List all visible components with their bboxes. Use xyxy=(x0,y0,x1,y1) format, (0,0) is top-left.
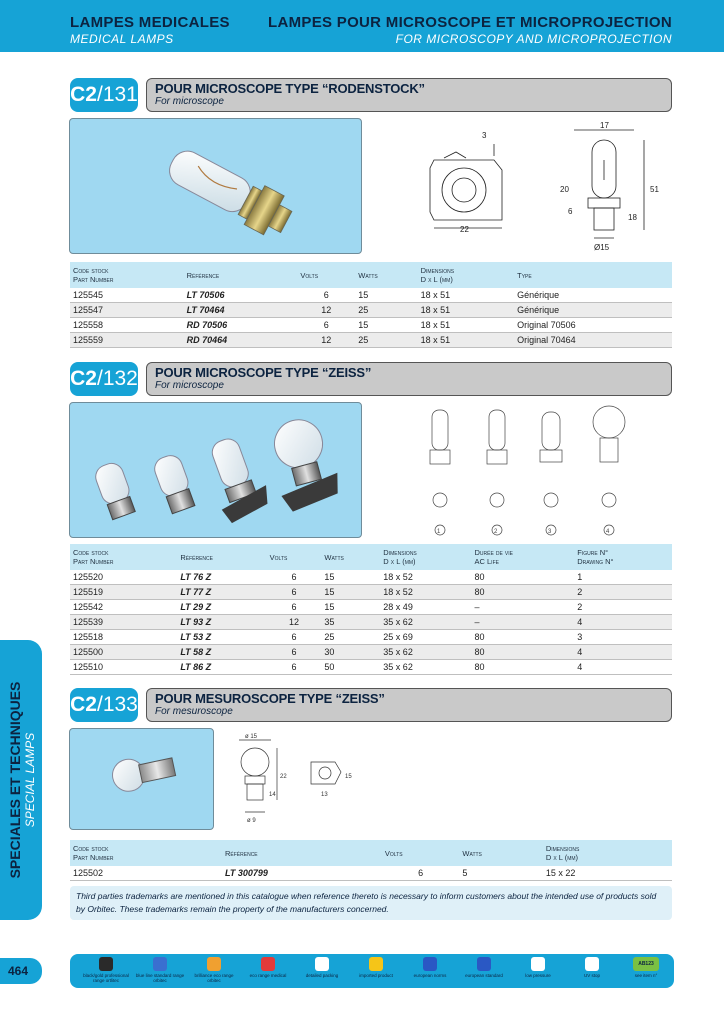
table-cell: Générique xyxy=(514,303,672,318)
column-header: Type xyxy=(514,262,672,288)
table-cell: 5 xyxy=(459,866,542,881)
column-header: Durée de vie AC Life xyxy=(472,544,575,570)
table-cell: – xyxy=(472,615,575,630)
table-cell: 15 xyxy=(355,318,417,333)
side-tab-title: SPECIALES ET TECHNIQUES xyxy=(7,681,23,879)
column-header: Code stock Part Number xyxy=(70,840,222,866)
table-cell: – xyxy=(472,600,575,615)
table-cell: 6 xyxy=(267,660,322,675)
column-header: Dimensions D x L (mm) xyxy=(543,840,672,866)
table-cell: 25 xyxy=(355,303,417,318)
table-cell: 125545 xyxy=(70,288,184,303)
table-cell: LT 58 Z xyxy=(177,645,266,660)
table-row xyxy=(70,630,672,645)
column-header: Référence xyxy=(177,544,266,570)
table-cell: 125539 xyxy=(70,615,177,630)
table-cell: LT 29 Z xyxy=(177,600,266,615)
table-cell: 3 xyxy=(574,630,672,645)
table-cell: 80 xyxy=(472,630,575,645)
section-title: POUR MESUROSCOPE TYPE “ZEISS” xyxy=(155,691,385,706)
imported-icon xyxy=(369,957,383,971)
section-subtitle: For mesuroscope xyxy=(155,706,233,717)
section-subtitle: For microscope xyxy=(155,380,224,391)
column-header: Référence xyxy=(184,262,298,288)
table-cell: 25 xyxy=(355,333,417,348)
legend-item xyxy=(566,957,618,978)
header-left-subtitle: MEDICAL LAMPS xyxy=(70,32,174,46)
zeiss-lamps-image xyxy=(70,403,362,538)
table-row xyxy=(70,318,672,333)
table-cell: 80 xyxy=(472,645,575,660)
low-pressure-icon xyxy=(531,957,545,971)
section-title-box xyxy=(146,688,672,722)
table-cell: 50 xyxy=(321,660,380,675)
table-cell: Générique xyxy=(514,288,672,303)
table-row xyxy=(70,333,672,348)
table-cell: 125542 xyxy=(70,600,177,615)
legend-bar xyxy=(70,954,674,988)
table-cell: 80 xyxy=(472,660,575,675)
table-cell: 15 xyxy=(321,570,380,585)
svg-text:3: 3 xyxy=(482,131,487,140)
technical-drawing-rodenstock xyxy=(404,120,672,260)
table-cell: 12 xyxy=(267,615,322,630)
table-cell: 125502 xyxy=(70,866,222,881)
legend-item xyxy=(512,957,564,978)
legend-label: brilliance eco range orbitec xyxy=(194,973,234,983)
column-header: Figure N° Drawing N° xyxy=(574,544,672,570)
svg-text:ø 9: ø 9 xyxy=(247,818,256,824)
header-band xyxy=(0,0,724,52)
section-code-badge: C2/131 xyxy=(70,78,138,112)
table-cell: 125519 xyxy=(70,585,177,600)
side-category-tab xyxy=(0,640,42,920)
table-cell: 2 xyxy=(574,600,672,615)
table-cell: 6 xyxy=(267,645,322,660)
table-cell: 125547 xyxy=(70,303,184,318)
section-header-131 xyxy=(70,78,672,112)
table-cell: 6 xyxy=(267,630,322,645)
svg-text:18: 18 xyxy=(628,213,637,222)
svg-text:4: 4 xyxy=(606,529,610,535)
svg-text:2: 2 xyxy=(494,529,498,535)
section-header-132 xyxy=(70,362,672,396)
table-row xyxy=(70,585,672,600)
see-item-icon: AB123 xyxy=(633,957,659,971)
table-cell: 28 x 49 xyxy=(380,600,471,615)
table-cell: LT 70464 xyxy=(184,303,298,318)
technical-drawing-mesuroscope xyxy=(225,732,425,828)
trademark-note: Third parties trademarks are mentioned in this catalogue when reference thereto is necessary to inform customers about the intended use of products sold by Orbitec. These trademarks remain the property of the manufacturers concerned. xyxy=(70,886,672,920)
column-header: Watts xyxy=(321,544,380,570)
table-cell: 6 xyxy=(297,288,355,303)
table-cell: 80 xyxy=(472,585,575,600)
table-cell: 125558 xyxy=(70,318,184,333)
table-cell: 6 xyxy=(297,318,355,333)
header-right-title: LAMPES POUR MICROSCOPE ET MICROPROJECTION xyxy=(268,14,672,31)
table-cell: 125510 xyxy=(70,660,177,675)
legend-label: european standard xyxy=(465,973,503,978)
table-cell: 18 x 52 xyxy=(380,570,471,585)
section-title: POUR MICROSCOPE TYPE “ZEISS” xyxy=(155,365,372,380)
page-number: 464 xyxy=(0,958,42,984)
legend-label: UV stop xyxy=(583,973,600,978)
table-row xyxy=(70,660,672,675)
section-title-box xyxy=(146,362,672,396)
table-cell: 125500 xyxy=(70,645,177,660)
table-cell: 12 xyxy=(297,333,355,348)
table-cell: 35 x 62 xyxy=(380,660,471,675)
column-header: Code stock Part Number xyxy=(70,262,184,288)
column-header: Code stock Part Number xyxy=(70,544,177,570)
svg-text:51: 51 xyxy=(650,185,659,194)
table-cell: LT 93 Z xyxy=(177,615,266,630)
table-row xyxy=(70,866,672,881)
legend-item xyxy=(350,957,402,978)
table-cell: 18 x 52 xyxy=(380,585,471,600)
svg-text:1: 1 xyxy=(437,529,441,535)
table-cell: 15 x 22 xyxy=(543,866,672,881)
table-cell: 6 xyxy=(382,866,460,881)
legend-item xyxy=(80,957,132,983)
column-header: Watts xyxy=(355,262,417,288)
table-cell: LT 53 Z xyxy=(177,630,266,645)
table-cell: 6 xyxy=(267,570,322,585)
table-cell: 2 xyxy=(574,585,672,600)
table-cell: 4 xyxy=(574,645,672,660)
header-right-subtitle: FOR MICROSCOPY AND MICROPROJECTION xyxy=(395,32,672,46)
section-title: POUR MICROSCOPE TYPE “RODENSTOCK” xyxy=(155,81,425,96)
table-row xyxy=(70,615,672,630)
spec-table-133 xyxy=(70,840,672,881)
packing-icon xyxy=(315,957,329,971)
lamp-photo-zeiss xyxy=(69,402,362,538)
table-cell: Original 70506 xyxy=(514,318,672,333)
table-cell: 125518 xyxy=(70,630,177,645)
lamp-photo-rodenstock xyxy=(69,118,362,254)
svg-text:20: 20 xyxy=(560,185,569,194)
legend-item xyxy=(620,957,672,978)
table-cell: 18 x 51 xyxy=(418,288,515,303)
table-cell: 4 xyxy=(574,660,672,675)
table-cell: 35 xyxy=(321,615,380,630)
mesuroscope-lamp-image xyxy=(70,729,214,830)
spec-table-132 xyxy=(70,544,672,675)
legend-label: blue line standard range orbitec xyxy=(135,973,185,983)
legend-item xyxy=(134,957,186,983)
column-header: Volts xyxy=(297,262,355,288)
section-header-133 xyxy=(70,688,672,722)
table-cell: 125559 xyxy=(70,333,184,348)
legend-item xyxy=(242,957,294,978)
table-cell: 125520 xyxy=(70,570,177,585)
table-cell: 80 xyxy=(472,570,575,585)
uv-stop-icon xyxy=(585,957,599,971)
table-row xyxy=(70,288,672,303)
technical-drawing-zeiss xyxy=(404,400,672,540)
svg-text:14: 14 xyxy=(269,792,276,798)
lamp-photo-mesuroscope xyxy=(69,728,214,830)
table-cell: 1 xyxy=(574,570,672,585)
section-code-badge: C2/132 xyxy=(70,362,138,396)
section-subtitle: For microscope xyxy=(155,96,224,107)
table-cell: RD 70464 xyxy=(184,333,298,348)
table-cell: RD 70506 xyxy=(184,318,298,333)
table-cell: Original 70464 xyxy=(514,333,672,348)
table-cell: 25 x 69 xyxy=(380,630,471,645)
table-cell: LT 300799 xyxy=(222,866,382,881)
svg-text:17: 17 xyxy=(600,121,609,130)
legend-item xyxy=(296,957,348,978)
legend-label: detailed packing xyxy=(305,973,339,978)
table-row xyxy=(70,570,672,585)
legend-label: eco range medical xyxy=(249,973,287,978)
table-cell: 25 xyxy=(321,630,380,645)
table-cell: 12 xyxy=(297,303,355,318)
svg-text:22: 22 xyxy=(460,225,469,234)
svg-text:6: 6 xyxy=(568,207,573,216)
svg-text:13: 13 xyxy=(321,792,328,798)
column-header: Watts xyxy=(459,840,542,866)
table-cell: 6 xyxy=(267,585,322,600)
table-cell: 6 xyxy=(267,600,322,615)
column-header: Dimensions D x L (mm) xyxy=(380,544,471,570)
table-cell: 15 xyxy=(355,288,417,303)
section-title-box xyxy=(146,78,672,112)
legend-label: low pressure xyxy=(525,973,551,978)
eco-range-icon xyxy=(261,957,275,971)
svg-text:Ø15: Ø15 xyxy=(594,243,610,252)
rodenstock-lamp-image xyxy=(70,119,362,254)
header-left-title: LAMPES MEDICALES xyxy=(70,14,230,31)
legend-label: european norms xyxy=(413,973,447,978)
table-cell: 18 x 51 xyxy=(418,333,515,348)
table-cell: 35 x 62 xyxy=(380,615,471,630)
blue-line-icon xyxy=(153,957,167,971)
table-row xyxy=(70,645,672,660)
table-cell: 18 x 51 xyxy=(418,303,515,318)
legend-label: black/gold professional range ortlitec xyxy=(83,973,129,983)
svg-text:22: 22 xyxy=(280,774,287,780)
table-cell: 4 xyxy=(574,615,672,630)
table-cell: 15 xyxy=(321,585,380,600)
svg-text:ø 15: ø 15 xyxy=(245,734,258,740)
table-cell: LT 76 Z xyxy=(177,570,266,585)
table-cell: 35 x 62 xyxy=(380,645,471,660)
legend-label: see item n° xyxy=(634,973,658,978)
column-header: Dimensions D x L (mm) xyxy=(418,262,515,288)
table-cell: LT 86 Z xyxy=(177,660,266,675)
svg-text:15: 15 xyxy=(345,774,352,780)
table-cell: 18 x 51 xyxy=(418,318,515,333)
table-cell: LT 77 Z xyxy=(177,585,266,600)
european-standard-icon xyxy=(477,957,491,971)
column-header: Volts xyxy=(267,544,322,570)
spec-table-131 xyxy=(70,262,672,348)
legend-item xyxy=(404,957,456,978)
legend-label: imported product xyxy=(359,973,393,978)
side-tab-subtitle: SPECIAL LAMPS xyxy=(23,732,37,828)
brilliance-icon xyxy=(207,957,221,971)
table-row xyxy=(70,303,672,318)
column-header: Volts xyxy=(382,840,460,866)
column-header: Référence xyxy=(222,840,382,866)
table-cell: 30 xyxy=(321,645,380,660)
section-code-badge: C2/133 xyxy=(70,688,138,722)
table-cell: LT 70506 xyxy=(184,288,298,303)
legend-item xyxy=(188,957,240,983)
european-norms-icon xyxy=(423,957,437,971)
legend-item xyxy=(458,957,510,978)
svg-text:3: 3 xyxy=(548,529,552,535)
table-row xyxy=(70,600,672,615)
black-gold-circle-icon xyxy=(99,957,113,971)
table-cell: 15 xyxy=(321,600,380,615)
